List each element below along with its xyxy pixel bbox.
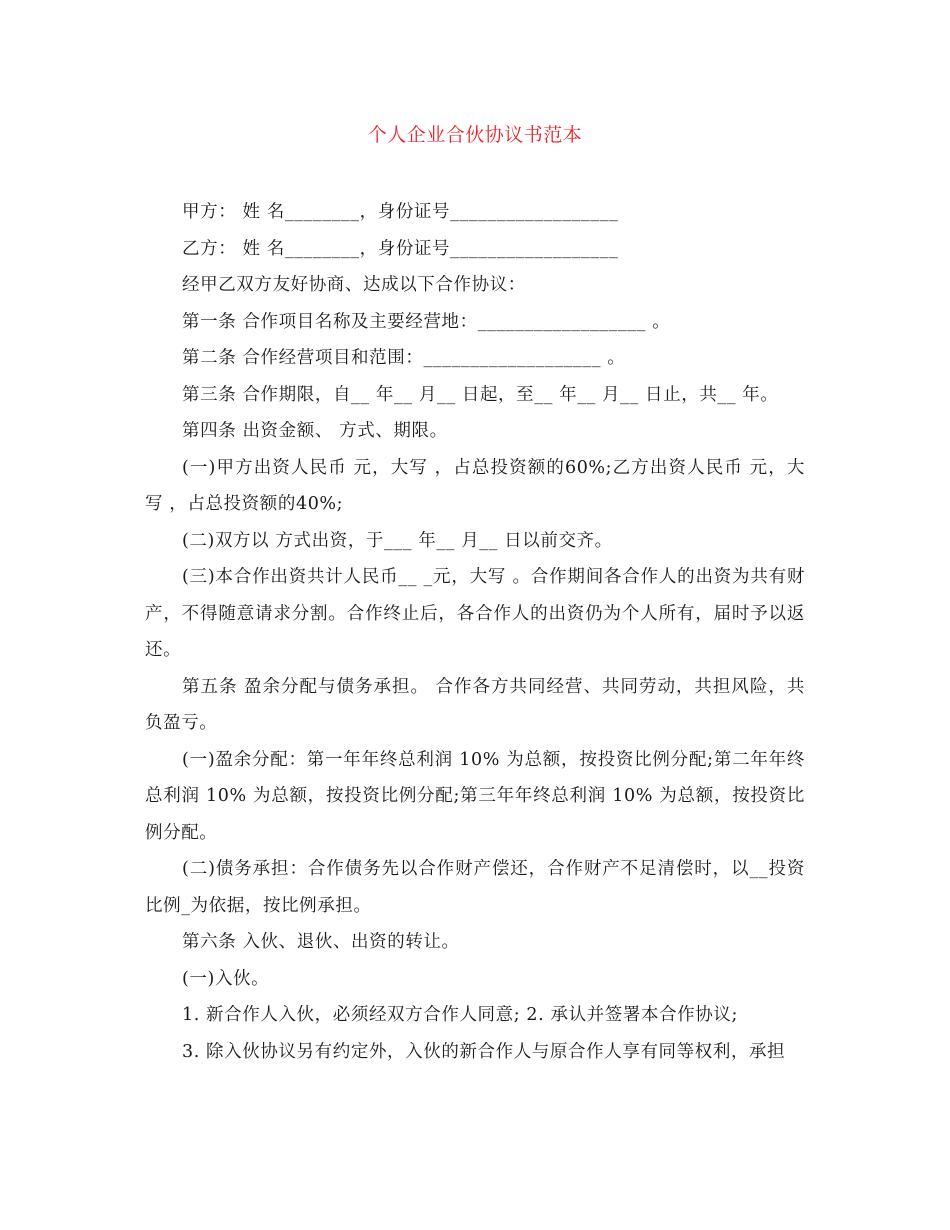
paragraph-article-4: 第四条 出资金额、 方式、期限。 — [182, 421, 448, 441]
document-title: 个人企业合伙协议书范本 — [367, 124, 583, 146]
paragraph-preamble: 经甲乙双方友好协商、达成以下合作协议： — [182, 275, 526, 295]
document-body — [145, 194, 805, 1070]
paragraph-article-2: 第二条 合作经营项目和范围：___________________ 。 — [182, 348, 626, 368]
paragraph-article-5: 第五条 盈余分配与债务承担。 合作各方共同经营、共同劳动，共担风险，共负盈亏。 — [145, 676, 805, 733]
paragraph-article-4-item-1: (一)甲方出资人民币 元，大写 ，占总投资额的60%;乙方出资人民币 元，大写 ，占总投资额的40%; — [145, 457, 805, 514]
paragraph-article-6-clause-1-2: 1. 新合作人入伙，必须经双方合作人同意; 2. 承认并签署本合作协议; — [182, 1005, 738, 1025]
paragraph-party-b: 乙方： 姓 名________，身份证号__________________ — [182, 238, 619, 259]
paragraph-article-6: 第六条 入伙、退伙、出资的转让。 — [182, 932, 460, 952]
paragraph-article-3: 第三条 合作期限，自__ 年__ 月__ 日起，至__ 年__ 月__ 日止，共__ 年。 — [182, 384, 779, 405]
paragraph-article-6-item-1: (一)入伙。 — [182, 968, 270, 989]
paragraph-article-6-clause-3: 3. 除入伙协议另有约定外，入伙的新合作人与原合作人享有同等权利，承担 — [182, 1041, 786, 1062]
paragraph-article-4-item-3: (三)本合作出资共计人民币__ _元，大写 。合作期间各合作人的出资为共有财产，不得随意请求分割。合作终止后，各合作人的出资仍为个人所有，届时予以返还。 — [145, 567, 805, 660]
paragraph-article-5-item-2: (二)债务承担：合作债务先以合作财产偿还，合作财产不足清偿时，以__投资比例_为依据，按比例承担。 — [145, 859, 805, 916]
paragraph-article-4-item-2: (二)双方以 方式出资，于___ 年__ 月__ 日以前交齐。 — [182, 530, 613, 551]
paragraph-article-1: 第一条 合作项目名称及主要经营地：__________________ 。 — [182, 311, 671, 332]
paragraph-party-a: 甲方： 姓 名________，身份证号__________________ — [182, 202, 619, 222]
paragraph-article-5-item-1: (一)盈余分配：第一年年终总利润 10% 为总额，按投资比例分配;第二年年终总利润 10% 为总额，按投资比例分配;第三年年终总利润 10% 为总额，按投资比例分配。 — [145, 749, 805, 843]
